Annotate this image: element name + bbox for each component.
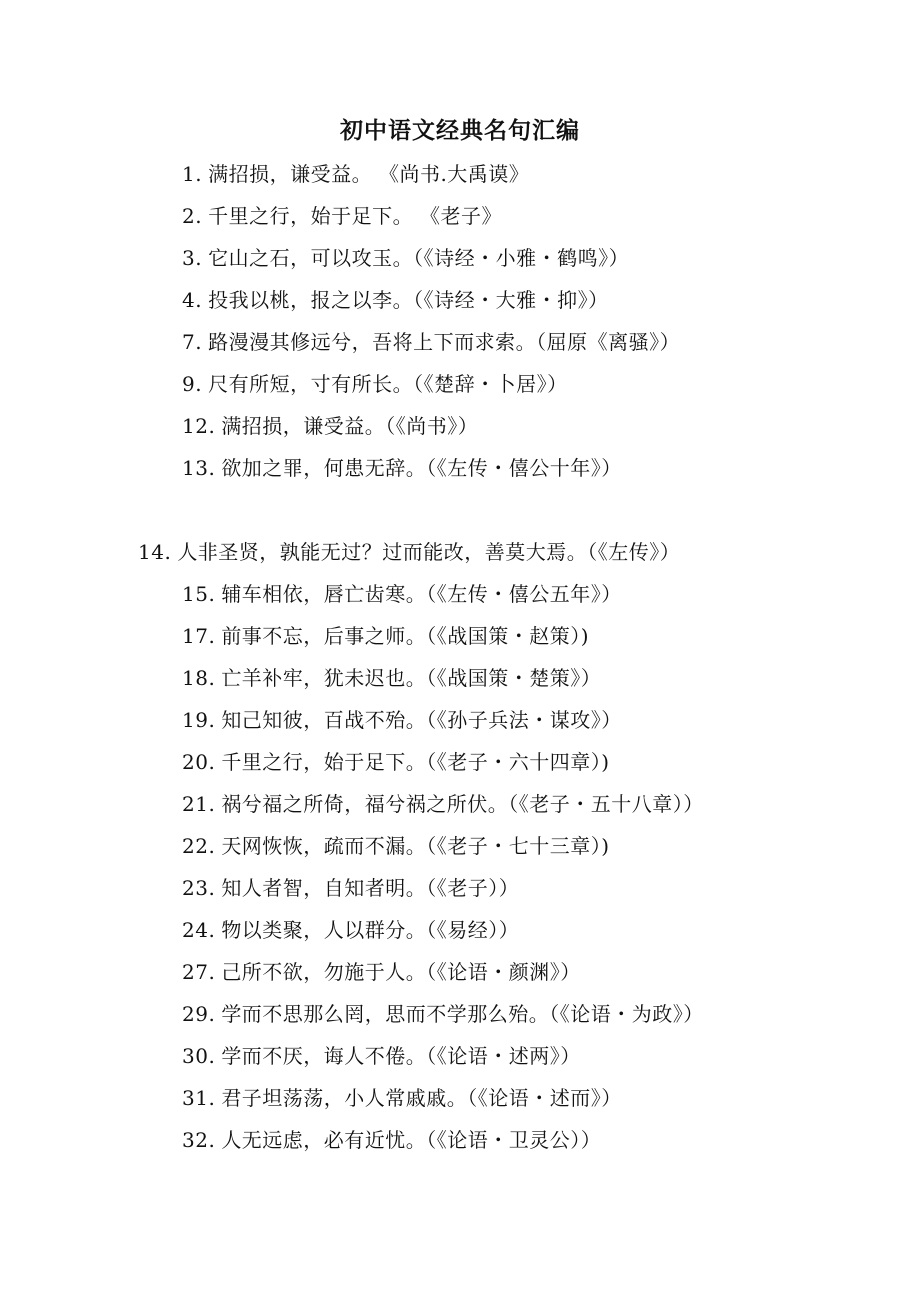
quote-text: 千里之行，始于足下。（《老子・六十四章）): [221, 750, 610, 774]
quote-line: [182, 202, 502, 230]
quote-number: 2.: [182, 204, 203, 228]
quote-line: [182, 370, 568, 398]
quote-number: 21.: [182, 792, 216, 816]
quote-line: [182, 286, 609, 314]
quote-number: 14.: [138, 540, 172, 564]
quote-text: 知己知彼，百战不殆。（《孙子兵法・谋攻》）: [221, 708, 622, 732]
quote-number: 4.: [182, 288, 203, 312]
quote-number: 13.: [182, 456, 216, 480]
quote-line: [182, 1084, 622, 1112]
quote-text: 前事不忘，后事之师。（《战国策・赵策）): [221, 624, 590, 648]
quote-text: 君子坦荡荡，小人常戚戚。（《论语・述而》）: [221, 1086, 622, 1110]
quote-number: 27.: [182, 960, 216, 984]
quote-text: 祸兮福之所倚，福兮祸之所伏。（《老子・五十八章））: [221, 792, 704, 816]
quote-text: 人非圣贤，孰能无过？过而能改，善莫大焉。（《左传》）: [177, 540, 681, 564]
quote-number: 30.: [182, 1044, 216, 1068]
quote-line: [182, 664, 601, 692]
document-title: 初中语文经典名句汇编: [340, 117, 580, 144]
quote-number: 29.: [182, 1002, 216, 1026]
quote-text: 学而不思那么罔，思而不学那么殆。（《论语・为政》）: [221, 1002, 704, 1026]
quote-text: 千里之行，始于足下。 《老子》: [208, 204, 502, 228]
quote-text: 辅车相依，唇亡齿寒。（《左传・僖公五年》）: [221, 582, 622, 606]
quote-line: [182, 916, 519, 944]
quote-number: 20.: [182, 750, 216, 774]
quote-line: [182, 790, 704, 818]
quote-number: 18.: [182, 666, 216, 690]
quote-number: 31.: [182, 1086, 216, 1110]
quote-number: 9.: [182, 372, 203, 396]
quote-text: 投我以桃，报之以李。（《诗经・大雅・抑》）: [208, 288, 609, 312]
quote-number: 23.: [182, 876, 216, 900]
quote-line: [182, 160, 529, 188]
quote-text: 欲加之罪，何患无辞。（《左传・僖公十年》）: [221, 456, 622, 480]
quote-text: 人无远虑，必有近忧。（《论语・卫灵公））: [221, 1128, 602, 1152]
quote-line: [182, 454, 622, 482]
quote-text: 学而不厌，诲人不倦。（《论语・述两》）: [221, 1044, 581, 1068]
quote-text: 满招损，谦受益。 《尚书.大禹谟》: [208, 162, 530, 186]
quote-line: [182, 706, 622, 734]
quote-number: 15.: [182, 582, 216, 606]
quote-text: 天网恢恢，疏而不漏。（《老子・七十三章）): [221, 834, 610, 858]
quote-number: 19.: [182, 708, 216, 732]
quote-line: [182, 832, 610, 860]
quote-number: 7.: [182, 330, 203, 354]
quote-number: 1.: [182, 162, 203, 186]
quote-number: 3.: [182, 246, 203, 270]
quote-line: [182, 958, 581, 986]
quote-number: 12.: [182, 414, 216, 438]
quote-text: 路漫漫其修远兮，吾将上下而求索。（屈原《离骚》）: [208, 330, 681, 354]
quote-text: 满招损，谦受益。（《尚书》）: [221, 414, 479, 438]
quote-line: [182, 1042, 581, 1070]
quote-line: [182, 328, 680, 356]
quote-line: [182, 580, 622, 608]
quote-line: [182, 622, 589, 650]
quote-text: 它山之石，可以攻玉。（《诗经・小雅・鹤鸣》）: [208, 246, 630, 270]
quote-number: 32.: [182, 1128, 216, 1152]
quote-number: 17.: [182, 624, 216, 648]
quote-line: [182, 1126, 601, 1154]
quote-line: [182, 1000, 704, 1028]
quote-text: 亡羊补牢，犹未迟也。（《战国策・楚策》）: [221, 666, 602, 690]
quote-line: [182, 244, 629, 272]
quote-text: 物以类聚，人以群分。（《易经））: [221, 918, 520, 942]
quote-line: [182, 412, 478, 440]
quote-line: [138, 538, 680, 566]
quote-number: 24.: [182, 918, 216, 942]
quote-text: 知人者智，自知者明。（《老子））: [221, 876, 520, 900]
quote-text: 己所不欲，勿施于人。（《论语・颜渊》）: [221, 960, 581, 984]
quote-line: [182, 748, 610, 776]
quote-text: 尺有所短，寸有所长。（《楚辞・卜居》）: [208, 372, 568, 396]
quote-number: 22.: [182, 834, 216, 858]
quote-line: [182, 874, 519, 902]
